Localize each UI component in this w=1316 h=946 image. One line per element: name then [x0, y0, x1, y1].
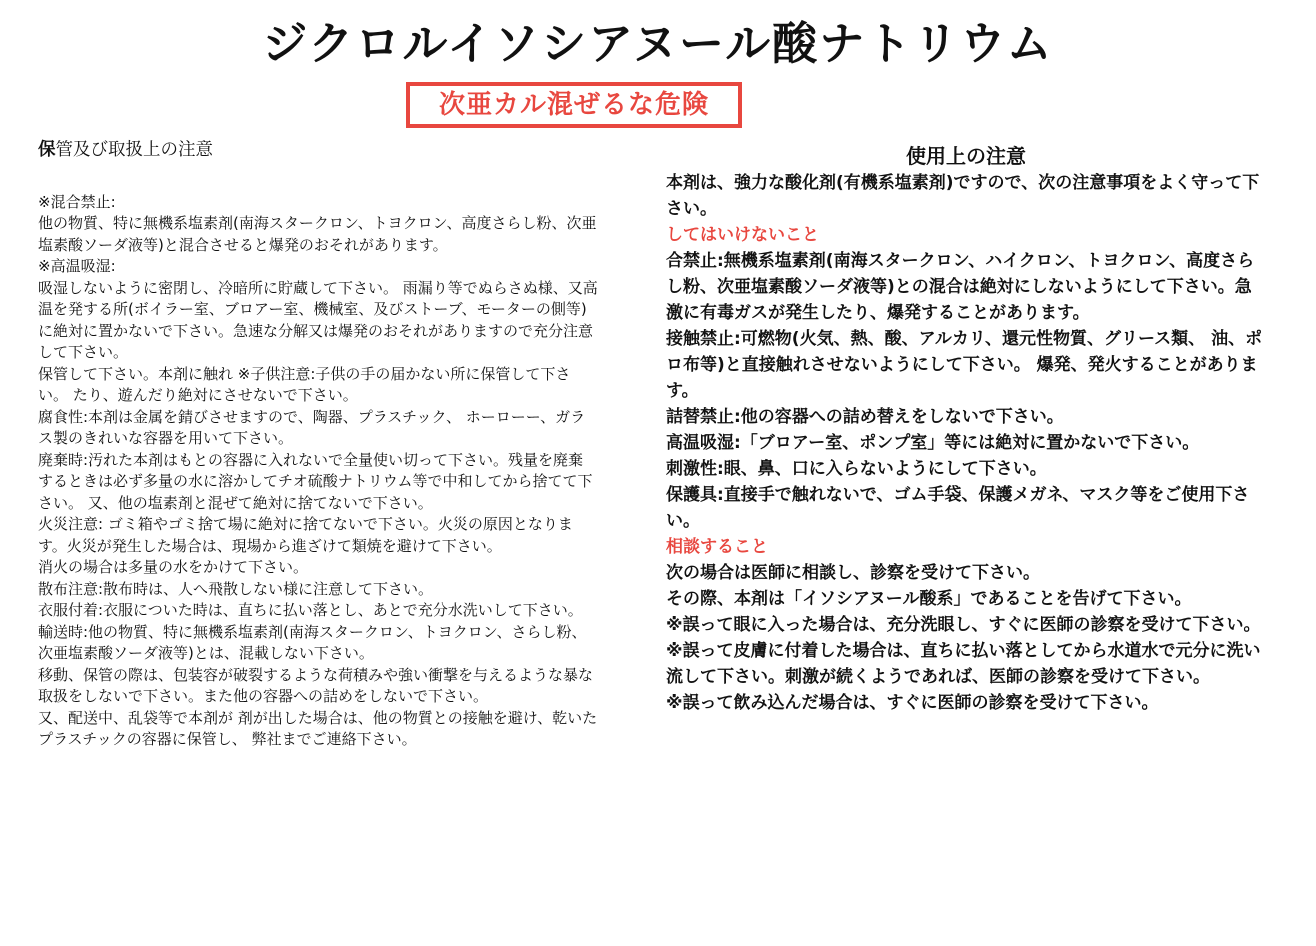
- left-line: ※混合禁止:: [38, 192, 116, 211]
- storage-handling-section: [38, 140, 598, 751]
- usage-precautions-title: 使用上の注意: [906, 144, 1026, 168]
- left-line: 散布注意:散布時は、人へ飛散しない様に注意して下さい。: [38, 579, 434, 598]
- left-line: 腐食性:本剤は金属を錆びさせますので、陶器、プラスチック、 ホーローー、ガラス製のきれいな容器を用いて下さい。: [38, 407, 586, 447]
- consultation-line: 次の場合は医師に相談し、診察を受けて下さい。: [666, 563, 1040, 583]
- left-line: 他の物質、特に無機系塩素剤(南海スタークロン、トヨクロン、高度さらし粉、次亜塩素酸ソーダ液等)と混合させると爆発のおそれがあります。: [38, 214, 597, 254]
- left-line: 衣服付着:衣服についた時は、直ちに払い落とし、あとで充分水洗いして下さい。: [38, 601, 583, 619]
- consultation-line: ※誤って飲み込んだ場合は、すぐに医師の診察を受けて下さい。: [666, 693, 1159, 713]
- left-line: 又、配送中、乱袋等で本剤が 剤が出した場合は、他の物質との接触を避け、乾いたプラスチックの容器に保管し、 弊社までご連絡下さい。: [38, 708, 598, 748]
- left-line: 移動、保管の際は、包装容が破裂するような荷積みや強い衝撃を与えるような暴な取扱をしないで下さい。また他の容器への詰めをしないで下さい。: [38, 665, 594, 705]
- danger-warning-box: 次亜カル混ぜるな危険: [406, 82, 742, 128]
- left-line: 輸送時:他の物質、特に無機系塩素剤(南海スタークロン、トヨクロン、さらし粉、次亜塩素酸ソーダ液等)とは、混載しない下さい。: [38, 622, 587, 662]
- prohibited-actions-heading: してはいけないこと: [666, 225, 819, 245]
- left-line: 消火の場合は多量の水をかけて下さい。: [38, 558, 309, 576]
- heading-rest: 管及び取扱上の注意: [55, 140, 213, 160]
- prohibited-line: 刺激性:眼、鼻、口に入らないようにして下さい。: [666, 459, 1047, 479]
- storage-handling-heading: [38, 140, 598, 162]
- consultation-line: ※誤って眼に入った場合は、充分洗眼し、すぐに医師の診察を受けて下さい。: [666, 615, 1261, 635]
- left-line: 保管して下さい。本剤に触れ ※子供注意:子供の手の届かない所に保管して下さい。 たり、遊んだり絶対にさせないで下さい。: [38, 364, 571, 404]
- document-title: ジクロルイソシアヌール酸ナトリウム: [262, 17, 1054, 70]
- prohibited-line: 詰替禁止:他の容器への詰め替えをしないで下さい。: [666, 407, 1064, 427]
- consultation-line: その際、本剤は「イソシアヌール酸系」であることを告げて下さい。: [666, 589, 1192, 609]
- usage-intro: 本剤は、強力な酸化剤(有機系塩素剤)ですので、次の注意事項をよく守って下さい。: [666, 173, 1260, 219]
- usage-precautions-section: [666, 142, 1266, 716]
- prohibited-line: 合禁止:無機系塩素剤(南海スタークロン、ハイクロン、トヨクロン、高度さらし粉、次亜塩素酸ソーダ液等)との混合は絶対にしないようにして下さい。急激に有毒ガスが発生したり、爆発することがあります。: [666, 251, 1255, 323]
- consultation-heading: 相談すること: [666, 537, 768, 557]
- left-line: 火災注意: ゴミ箱やゴミ捨て場に絶対に捨てないで下さい。火災の原因となります。火災が発生した場合は、現場から進ざけて類焼を避けて下さい。: [38, 515, 573, 555]
- left-line: 廃棄時:汚れた本剤はもとの容器に入れないで全量使い切って下さい。残量を廃棄するときは必ず多量の水に溶かしてチオ硫酸ナトリウム等で中和してから捨てて下さい。 又、他の塩素剤と混ぜて絶対に捨てないで下さい。: [38, 450, 593, 512]
- heading-bold-char: 保: [38, 140, 56, 160]
- prohibited-line: 保護具:直接手で触れないで、ゴム手袋、保護メガネ、マスク等をご使用下さい。: [666, 485, 1250, 531]
- prohibited-line: 接触禁止:可燃物(火気、熱、酸、アルカリ、還元性物質、グリース類、 油、ポロ布等)と直接触れさせないようにして下さい。 爆発、発火することがあります。: [666, 329, 1263, 401]
- left-line: ※高温吸湿:: [38, 257, 116, 275]
- left-line: 吸湿しないように密閉し、冷暗所に貯蔵して下さい。 雨漏り等でぬらさぬ様、又高温を発する所(ボイラー室、ブロアー室、機械室、及びストーブ、モーターの側等)に絶対に置かないで下さい。急速な分解又は爆発のおそれがありますので充分注意して下さい。: [38, 278, 598, 361]
- consultation-line: ※誤って皮膚に付着した場合は、直ちに払い落としてから水道水で元分に洗い流して下さい。刺激が続くようであれば、医師の診察を受けて下さい。: [666, 641, 1261, 687]
- prohibited-line: 高温吸湿:「ブロアー室、ポンプ室」等には絶対に置かないで下さい。: [666, 433, 1200, 453]
